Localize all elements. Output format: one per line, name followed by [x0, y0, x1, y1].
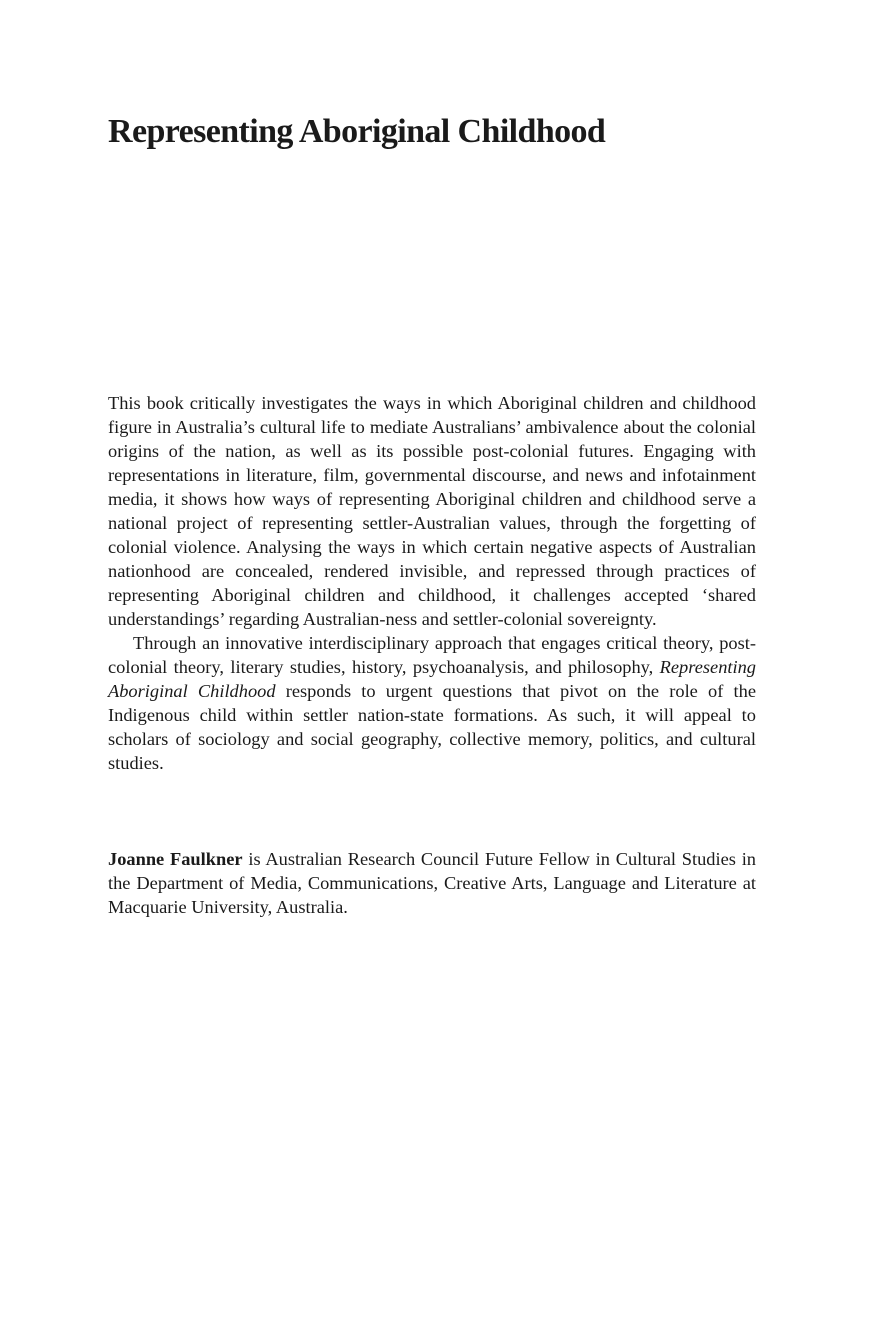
description-paragraph-1: This book critically investigates the ways in which Aboriginal children and childhood figure in Australia’s cultural life to mediate Australians’ ambivalence about the colonial origins of the nation, as well as its possible post-colonial futures. Engaging with representations in literature, film, governmental discourse, and news and infotainment media, it shows how ways of representing Aboriginal children and childhood serve a national project of representing settler-Australian values, through the forgetting of colonial violence. Analysing the ways in which certain negative aspects of Australian nationhood are concealed, rendered invisible, and repressed through practices of representing Aboriginal children and childhood, it challenges accepted ‘shared understandings’ regarding Australian-ness and settler-colonial sovereignty. — [108, 393, 756, 629]
author-name: Joanne Faulkner — [108, 849, 243, 869]
paragraph-2-book-title: Representing Aboriginal Childhood — [108, 657, 756, 701]
author-bio-text: is Australian Research Council Future Fellow in Cultural Studies in the Department of Media, Communications, Creative Arts, Language and Literature at Macquarie University, Australia. — [108, 849, 756, 917]
book-description — [108, 391, 756, 775]
book-title: Representing Aboriginal Childhood — [108, 113, 606, 150]
paragraph-2-text-start: Through an innovative interdisciplinary approach that engages critical theory, post-colonial theory, literary studies, history, psychoanalysis, and philosophy, — [108, 633, 756, 677]
paragraph-2-text-end: responds to urgent questions that pivot on the role of the Indigenous child within settler nation-state formations. As such, it will appeal to scholars of sociology and social geography, collective memory, politics, and cultural studies. — [108, 681, 756, 773]
author-bio — [108, 847, 756, 919]
description-paragraph-2 — [108, 631, 756, 775]
